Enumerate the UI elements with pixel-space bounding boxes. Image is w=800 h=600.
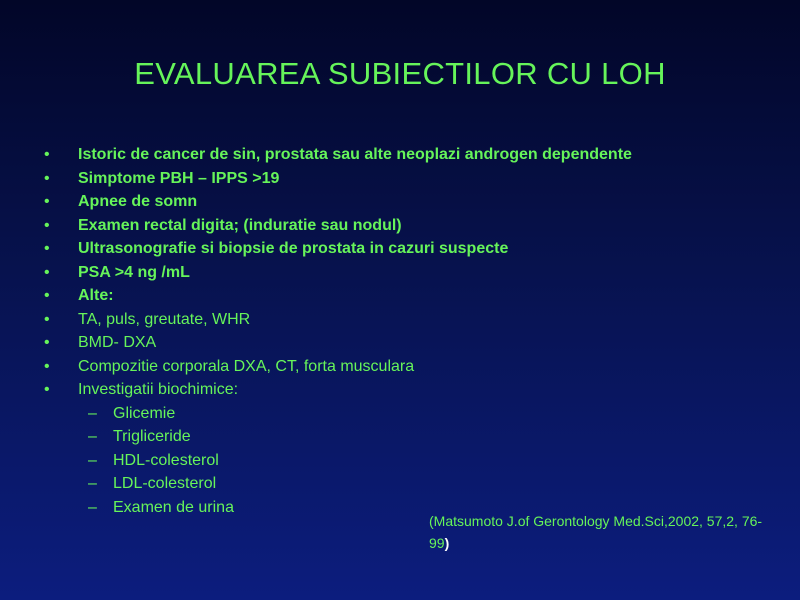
bullet-text: Ultrasonografie si biopsie de prostata in cazuri suspecte (78, 240, 509, 257)
bullet-text: Simptome PBH – IPPS >19 (78, 169, 280, 187)
bullet-text: Examen rectal digita; (induratie sau nodul) (78, 216, 402, 234)
bullet-text: TA, puls, greutate, WHR (78, 310, 251, 328)
bullet-marker: • (44, 193, 50, 210)
bullet-marker: • (44, 334, 50, 351)
bullet-text: Alte: (78, 287, 114, 304)
bullet-text: Istoric de cancer de sin, prostata sau alte neoplazi androgen dependente (78, 146, 632, 163)
bullet-text: Compozitie corporala DXA, CT, forta musculara (78, 357, 415, 375)
bullet-marker: • (44, 216, 50, 234)
citation (429, 510, 769, 554)
bullet-marker: • (44, 146, 50, 163)
bullet-marker: • (44, 240, 50, 257)
citation-closing-paren: ) (444, 535, 450, 551)
bullet-text: Investigatii biochimice: (78, 381, 239, 398)
dash-marker: – (88, 404, 97, 422)
bullet-text: BMD- DXA (78, 334, 157, 351)
dash-marker: – (88, 428, 97, 445)
slide-title: EVALUAREA SUBIECTILOR CU LOH (134, 56, 666, 91)
bullet-marker: • (44, 381, 50, 398)
sub-bullet-text: Glicemie (113, 404, 176, 422)
bullet-text: Apnee de somn (78, 193, 198, 210)
dash-marker: – (88, 498, 97, 516)
bullet-marker: • (44, 263, 50, 281)
sub-bullet-text: Examen de urina (113, 498, 234, 516)
bullet-marker: • (44, 169, 50, 187)
dash-marker: – (88, 451, 97, 469)
bullet-marker: • (44, 357, 50, 375)
sub-bullet-text: LDL-colesterol (113, 475, 217, 492)
citation-text: (Matsumoto J.of Gerontology Med.Sci,2002, 57,2, 76-99 (429, 513, 763, 551)
sub-bullet-text: HDL-colesterol (113, 451, 219, 469)
bullet-text: PSA >4 ng /mL (78, 263, 190, 281)
bullet-marker: • (44, 310, 50, 328)
bullet-marker: • (44, 287, 50, 304)
sub-bullet-text: Trigliceride (113, 428, 191, 445)
dash-marker: – (88, 475, 97, 492)
